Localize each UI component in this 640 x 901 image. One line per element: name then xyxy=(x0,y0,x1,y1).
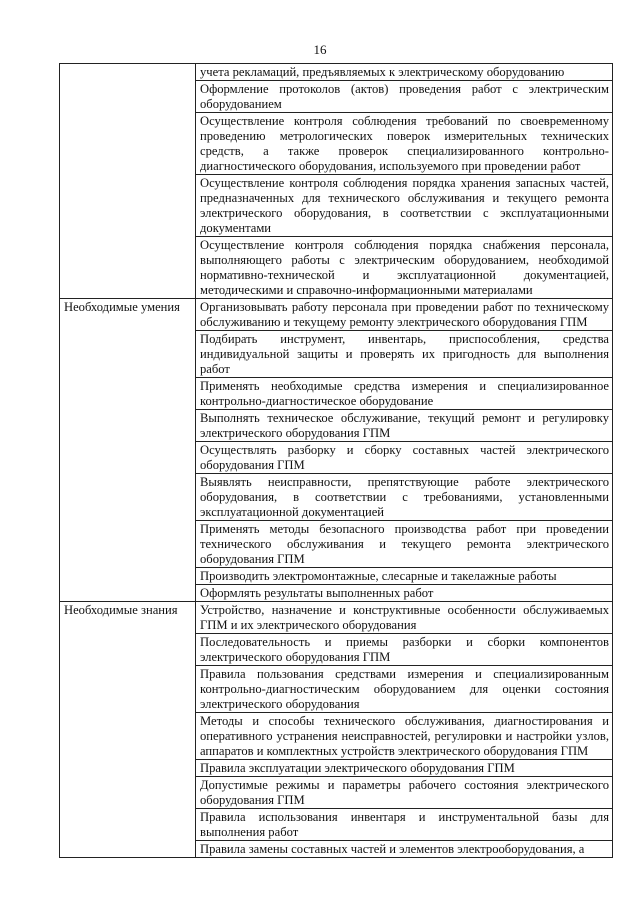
table-row xyxy=(60,64,613,81)
table-cell-text: Оформлять результаты выполненных работ xyxy=(196,585,613,602)
page-number: 16 xyxy=(313,42,327,57)
table-cell-label xyxy=(60,64,196,299)
table-cell-text: Организовывать работу персонала при проведении работ по техническому обслуживанию и текущему ремонту электрического оборудования ГПМ xyxy=(196,299,613,331)
table-row xyxy=(60,602,613,634)
table-cell-text: Оформление протоколов (актов) проведения работ с электрическим оборудованием xyxy=(196,81,613,113)
table-cell-text: Осуществлять разборку и сборку составных частей электрического оборудования ГПМ xyxy=(196,442,613,474)
table-cell-text: Подбирать инструмент, инвентарь, приспособления, средства индивидуальной защиты и проверять их пригодность для выполнения работ xyxy=(196,331,613,378)
table-cell-text: Методы и способы технического обслуживания, диагностирования и оперативного устранения неисправностей, регулировки и настройки узлов, аппаратов и комплектных устройств электрического оборудования ГПМ xyxy=(196,713,613,760)
section-label-knowledge: Необходимые знания xyxy=(60,602,196,858)
table-cell-text: Производить электромонтажные, слесарные и такелажные работы xyxy=(196,568,613,585)
table-cell-text: учета рекламаций, предъявляемых к электрическому оборудованию xyxy=(196,64,613,81)
table-cell-text: Выполнять техническое обслуживание, текущий ремонт и регулировку электрического оборудования ГПМ xyxy=(196,410,613,442)
table-cell-text: Последовательность и приемы разборки и сборки компонентов электрического оборудования ГПМ xyxy=(196,634,613,666)
table-cell-text: Осуществление контроля соблюдения требований по своевременному проведению метрологических поверок измерительных технических средств, а также проверок специализированного контрольно-диагностического оборудования, используемого при проведении работ xyxy=(196,113,613,175)
table-cell-text: Осуществление контроля соблюдения порядка снабжения персонала, выполняющего работы с электрическим оборудованием, необходимой нормативно-технической и эксплуатационной документацией, методическими и справочно-информационными материалами xyxy=(196,237,613,299)
table-cell-text: Осуществление контроля соблюдения порядка хранения запасных частей, предназначенных для технического обслуживания и текущего ремонта электрического оборудования, в соответствии с эксплуатационными документами xyxy=(196,175,613,237)
table-cell-text: Правила замены составных частей и элементов электрооборудования, а xyxy=(196,841,613,858)
table-cell-text: Правила пользования средствами измерения и специализированным контрольно-диагностическим оборудованием для оценки состояния электрического оборудования xyxy=(196,666,613,713)
table-cell-text: Допустимые режимы и параметры рабочего состояния электрического оборудования ГПМ xyxy=(196,777,613,809)
table-cell-text: Применять методы безопасного производства работ при проведении технического обслуживания и текущего ремонта электрического оборудования ГПМ xyxy=(196,521,613,568)
table-cell-text: Устройство, назначение и конструктивные особенности обслуживаемых ГПМ и их электрического оборудования xyxy=(196,602,613,634)
table-cell-text: Выявлять неисправности, препятствующие работе электрического оборудования, в соответствии с требованиями, установленными эксплуатационной документацией xyxy=(196,474,613,521)
table-cell-text: Применять необходимые средства измерения и специализированное контрольно-диагностическое оборудование xyxy=(196,378,613,410)
competency-table xyxy=(59,63,613,858)
table-cell-text: Правила использования инвентаря и инструментальной базы для выполнения работ xyxy=(196,809,613,841)
table-row xyxy=(60,299,613,331)
section-label-skills: Необходимые умения xyxy=(60,299,196,602)
table-cell-text: Правила эксплуатации электрического оборудования ГПМ xyxy=(196,760,613,777)
